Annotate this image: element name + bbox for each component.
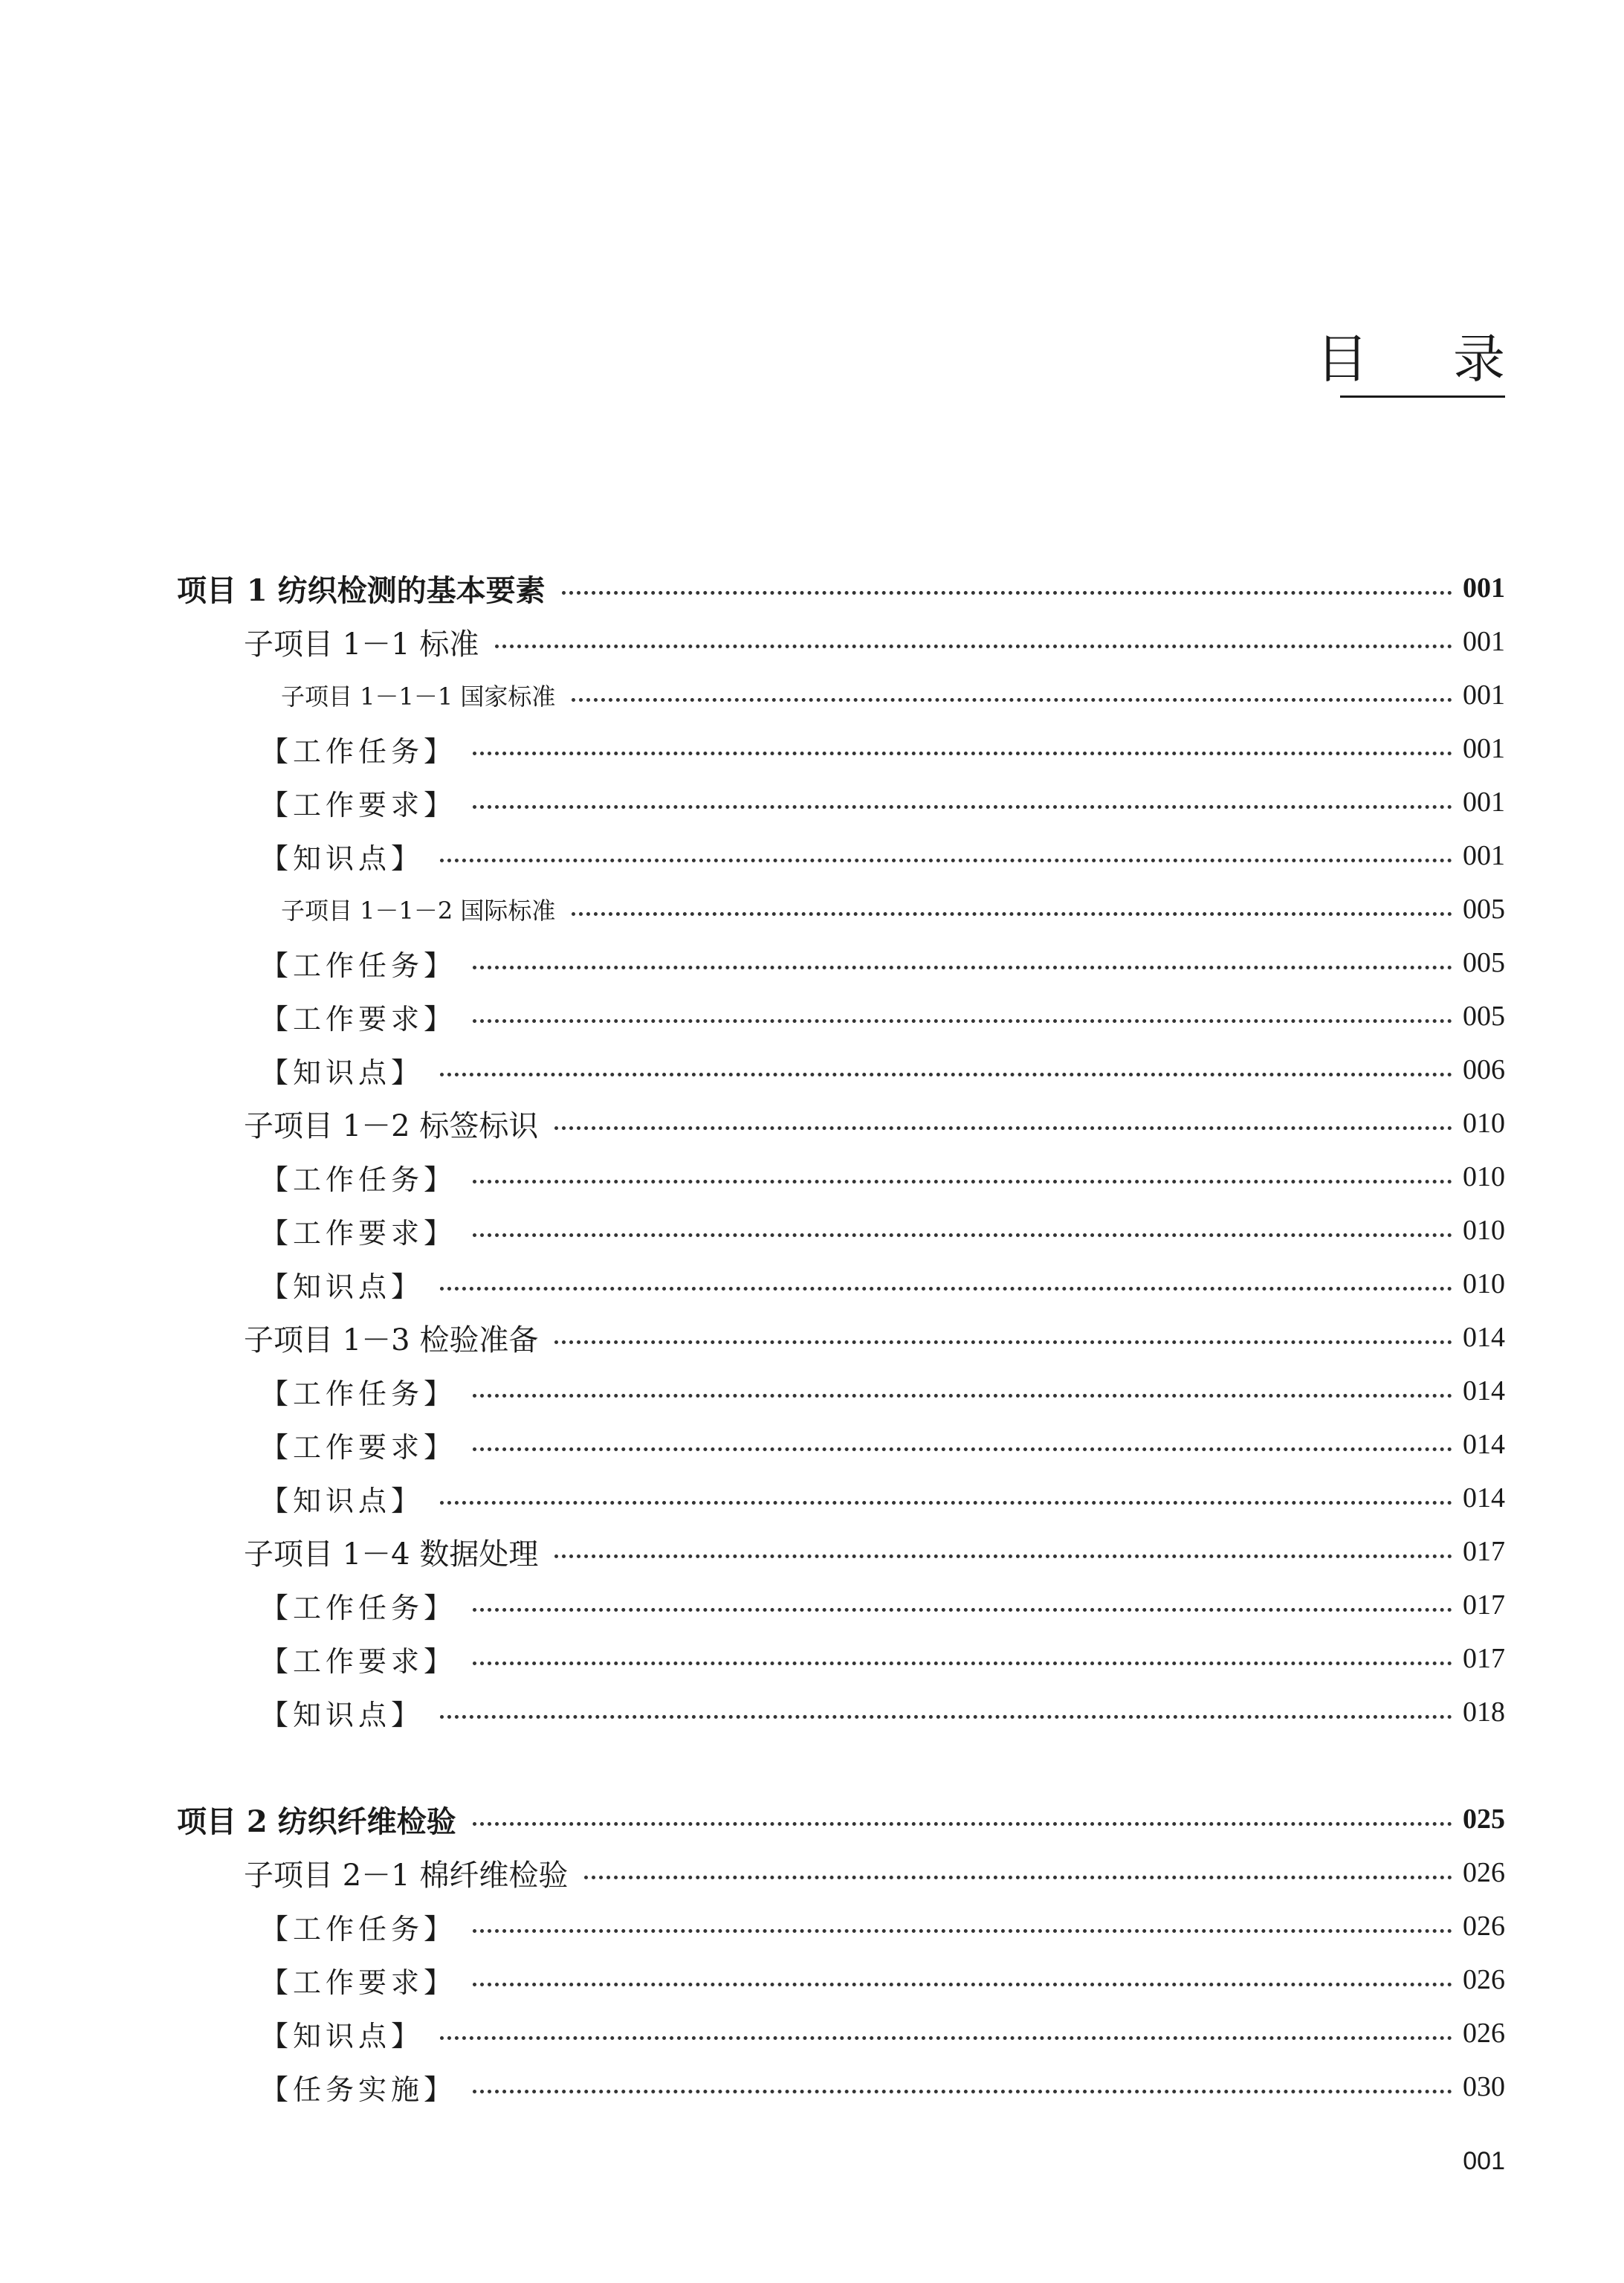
dot-leader — [473, 2090, 1452, 2093]
toc-entry-page: 014 — [1463, 1322, 1505, 1353]
dot-leader — [473, 1019, 1452, 1023]
dot-leader — [440, 859, 1452, 862]
dot-leader — [554, 1340, 1452, 1344]
toc-entry-label: 【工作任务】 — [260, 1163, 457, 1196]
toc-entry[interactable] — [260, 1204, 1505, 1257]
dot-leader — [473, 1447, 1452, 1451]
toc-entry[interactable] — [244, 615, 1505, 668]
dot-leader — [473, 1608, 1452, 1612]
toc-entry[interactable] — [244, 1311, 1505, 1364]
toc-entry-label: 【工作要求】 — [260, 1216, 457, 1250]
toc-entry-page: 014 — [1463, 1375, 1505, 1407]
dot-leader — [473, 752, 1452, 755]
dot-leader — [440, 1287, 1452, 1291]
toc-entry-page: 001 — [1463, 679, 1505, 711]
toc-entry-label: 项目 1 纺织检测的基本要素 — [177, 572, 546, 608]
toc-entry-page: 017 — [1463, 1643, 1505, 1674]
toc-entry-page: 014 — [1463, 1429, 1505, 1460]
toc-entry-label: 子项目 1－3 检验准备 — [244, 1323, 539, 1357]
toc-entry[interactable] — [177, 1792, 1505, 1846]
toc-entry[interactable] — [260, 936, 1505, 989]
toc-entry-label: 【知识点】 — [260, 1270, 424, 1303]
toc-entry[interactable] — [260, 722, 1505, 775]
toc-entry-label: 【工作任务】 — [260, 734, 457, 768]
dot-leader — [473, 805, 1452, 809]
toc-entry[interactable] — [260, 1418, 1505, 1471]
toc-entry-page: 001 — [1463, 572, 1505, 604]
toc-entry-page: 006 — [1463, 1054, 1505, 1085]
toc-entry-label: 【工作任务】 — [260, 1377, 457, 1410]
toc-entry-page: 005 — [1463, 1001, 1505, 1032]
toc-entry[interactable] — [260, 2006, 1505, 2060]
toc-entry-page: 001 — [1463, 626, 1505, 657]
dot-leader — [473, 1662, 1452, 1665]
toc-entry-label: 【任务实施】 — [260, 2073, 457, 2106]
toc-entry-page: 017 — [1463, 1589, 1505, 1621]
toc-entry[interactable] — [260, 1150, 1505, 1204]
toc-entry-page: 026 — [1463, 1911, 1505, 1942]
toc-entry[interactable] — [260, 775, 1505, 829]
toc-entry[interactable] — [260, 1899, 1505, 1953]
toc-entry-page: 010 — [1463, 1108, 1505, 1139]
toc-entry-label: 子项目 1－4 数据处理 — [244, 1537, 539, 1572]
toc-entry-page: 010 — [1463, 1268, 1505, 1299]
toc-entry[interactable] — [281, 882, 1505, 936]
toc-entry-label: 【工作任务】 — [260, 949, 457, 982]
toc-entry[interactable] — [260, 1685, 1505, 1739]
toc-entry-page: 005 — [1463, 894, 1505, 925]
toc-entry-page: 001 — [1463, 840, 1505, 871]
dot-leader — [473, 1394, 1452, 1398]
toc-entry-label: 子项目 1－2 标签标识 — [244, 1108, 539, 1143]
toc-entry-label: 【知识点】 — [260, 1698, 424, 1731]
toc-entry[interactable] — [281, 668, 1505, 722]
toc-entry[interactable] — [260, 1257, 1505, 1311]
toc-entry-page: 018 — [1463, 1696, 1505, 1728]
dot-leader — [473, 1180, 1452, 1184]
toc-entry-page: 001 — [1463, 733, 1505, 764]
toc-entry-page: 026 — [1463, 1857, 1505, 1888]
toc-entry[interactable] — [244, 1097, 1505, 1150]
page-number: 001 — [1463, 2147, 1505, 2175]
toc-entry-page: 010 — [1463, 1161, 1505, 1192]
toc-entry-page: 030 — [1463, 2071, 1505, 2102]
toc-entry-page: 005 — [1463, 947, 1505, 978]
dot-leader — [572, 698, 1452, 702]
toc-entry-label: 子项目 1－1－2 国际标准 — [281, 897, 556, 925]
toc-entry-page: 025 — [1463, 1804, 1505, 1835]
toc-entry[interactable] — [244, 1846, 1505, 1899]
dot-leader — [584, 1876, 1452, 1879]
dot-leader — [473, 1929, 1452, 1933]
toc-entry-label: 子项目 1－1 标准 — [244, 627, 479, 662]
toc-entry-label: 【知识点】 — [260, 1056, 424, 1089]
toc-entry[interactable] — [260, 1043, 1505, 1097]
dot-leader — [440, 1073, 1452, 1076]
toc-entry-label: 【知识点】 — [260, 842, 424, 875]
toc-entry-page: 014 — [1463, 1482, 1505, 1514]
toc-entry-label: 【工作要求】 — [260, 788, 457, 821]
dot-leader — [473, 1233, 1452, 1237]
toc-entry-label: 子项目 1－1－1 国家标准 — [281, 682, 556, 711]
toc-entry-page: 026 — [1463, 2018, 1505, 2049]
toc-entry[interactable] — [260, 1578, 1505, 1632]
dot-leader — [495, 645, 1452, 648]
dot-leader — [473, 966, 1452, 969]
dot-leader — [440, 1501, 1452, 1505]
toc-entry-label: 【工作要求】 — [260, 1430, 457, 1464]
toc-entry-page: 026 — [1463, 1964, 1505, 1995]
toc-entry-label: 子项目 2－1 棉纤维检验 — [244, 1858, 569, 1893]
toc-entry-page: 010 — [1463, 1215, 1505, 1246]
title-underline — [1340, 395, 1505, 398]
dot-leader — [473, 1822, 1452, 1826]
toc-entry[interactable] — [260, 1471, 1505, 1525]
dot-leader — [554, 1554, 1452, 1558]
dot-leader — [562, 591, 1452, 595]
toc-entry-label: 项目 2 纺织纤维检验 — [177, 1804, 456, 1839]
dot-leader — [440, 2036, 1452, 2040]
toc-entry[interactable] — [260, 2060, 1505, 2114]
toc-entry[interactable] — [260, 1632, 1505, 1685]
dot-leader — [572, 912, 1452, 916]
toc-entry[interactable] — [260, 829, 1505, 882]
toc-entry-label: 【工作要求】 — [260, 1644, 457, 1678]
page-title: 目 录 — [1316, 329, 1539, 390]
dot-leader — [473, 1983, 1452, 1986]
toc-entry-label: 【工作要求】 — [260, 1002, 457, 1036]
toc-entry-label: 【工作任务】 — [260, 1912, 457, 1945]
toc-entry-page: 001 — [1463, 787, 1505, 818]
toc-entry-label: 【工作任务】 — [260, 1591, 457, 1624]
dot-leader — [554, 1126, 1452, 1130]
toc-entry-label: 【知识点】 — [260, 2019, 424, 2053]
toc-entry[interactable] — [260, 1953, 1505, 2006]
toc-entry-label: 【知识点】 — [260, 1484, 424, 1517]
toc-entry[interactable] — [177, 561, 1505, 615]
toc-entry-label: 【工作要求】 — [260, 1966, 457, 1999]
dot-leader — [440, 1715, 1452, 1719]
toc-entry-page: 017 — [1463, 1536, 1505, 1567]
toc-entry[interactable] — [260, 989, 1505, 1043]
toc-entry[interactable] — [260, 1364, 1505, 1418]
toc-entry[interactable] — [244, 1525, 1505, 1578]
